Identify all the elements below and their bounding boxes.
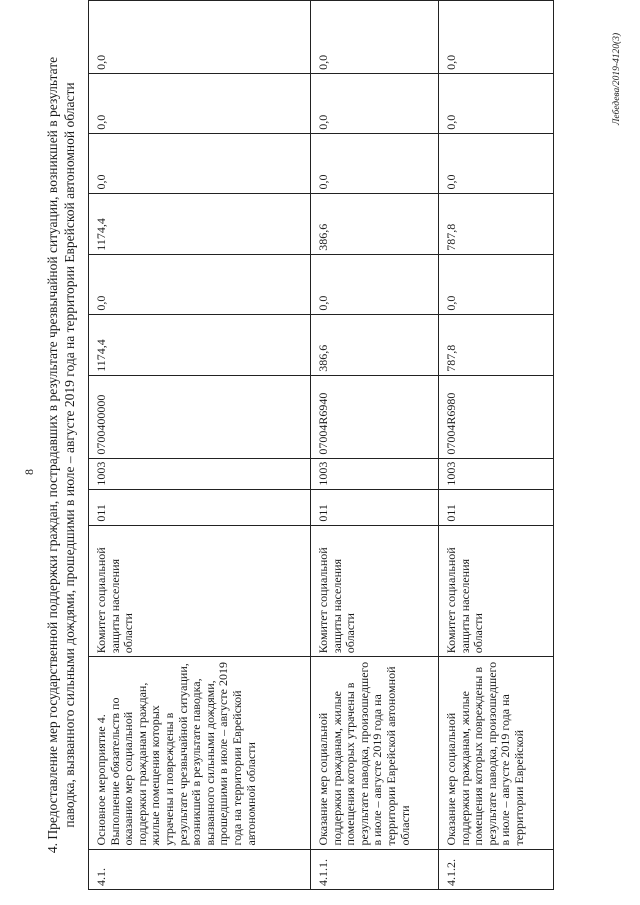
measure-name: Основное мероприятие 4. Выполнение обязательств по оказанию мер социальной поддержки гражданам граждан, жилые помещения которых утрачены и повреждены в результате чрезвычайной ситуации, возникшей в результате паводка, вызванного сильными дождями, прошедшими в июле – августе 2019 года на территории Еврейской автономной области xyxy=(89,657,311,849)
value-total: 787,8 xyxy=(439,314,554,375)
code-target: 07004R6940 xyxy=(311,375,439,458)
value-local: 0,0 xyxy=(439,133,554,193)
executor: Комитет социальной защиты населения области xyxy=(311,525,439,657)
code-section: 1003 xyxy=(89,458,311,489)
code-section: 1003 xyxy=(439,458,554,489)
value-regional: 787,8 xyxy=(439,193,554,254)
table-row xyxy=(89,1,311,890)
row-number: 4.1.2. xyxy=(439,849,554,889)
code-ministry: 011 xyxy=(311,489,439,525)
measure-name: Оказание мер социальной поддержки гражданам, жилые помещения которых повреждены в результате паводка, произошедшего в июле – августе 2019 года на территории Еврейской xyxy=(439,657,554,849)
code-ministry: 011 xyxy=(439,489,554,525)
value-other: 0,0 xyxy=(311,73,439,133)
value-total: 1174,4 xyxy=(89,314,311,375)
value-federal: 0,0 xyxy=(439,254,554,314)
document-code-footer: Лебедева/2019-4120(3) xyxy=(612,32,622,125)
row-number: 4.1. xyxy=(89,849,311,889)
value-extra: 0,0 xyxy=(311,1,439,74)
page-number: 8 xyxy=(22,469,36,475)
value-federal: 0,0 xyxy=(311,254,439,314)
value-federal: 0,0 xyxy=(89,254,311,314)
code-target: 07004R6980 xyxy=(439,375,554,458)
value-other: 0,0 xyxy=(439,73,554,133)
value-extra: 0,0 xyxy=(439,1,554,74)
value-regional: 386,6 xyxy=(311,193,439,254)
table-row xyxy=(439,1,554,890)
value-other: 0,0 xyxy=(89,73,311,133)
table-row xyxy=(311,1,439,890)
measures-table xyxy=(88,0,554,890)
code-target: 0700400000 xyxy=(89,375,311,458)
value-regional: 1174,4 xyxy=(89,193,311,254)
measure-name: Оказание мер социальной поддержки гражданам, жилые помещения которых утрачены в результате паводка, произошедшего в июле – августе 2019 года на территории Еврейской автономной области xyxy=(311,657,439,849)
executor: Комитет социальной защиты населения области xyxy=(89,525,311,657)
section-heading-line-1: 4. Предоставление мер государственной поддержки граждан, пострадавших в результате чрезвычайной ситуации, возникшей в результате xyxy=(45,56,60,854)
value-local: 0,0 xyxy=(311,133,439,193)
executor: Комитет социальной защиты населения области xyxy=(439,525,554,657)
section-heading xyxy=(44,45,78,865)
value-total: 386,6 xyxy=(311,314,439,375)
code-ministry: 011 xyxy=(89,489,311,525)
value-extra: 0,0 xyxy=(89,1,311,74)
section-heading-line-2: паводка, вызванного сильными дождями, прошедшими в июле – августе 2019 года на территории Еврейской автономной области xyxy=(62,82,77,828)
row-number: 4.1.1. xyxy=(311,849,439,889)
code-section: 1003 xyxy=(311,458,439,489)
value-local: 0,0 xyxy=(89,133,311,193)
